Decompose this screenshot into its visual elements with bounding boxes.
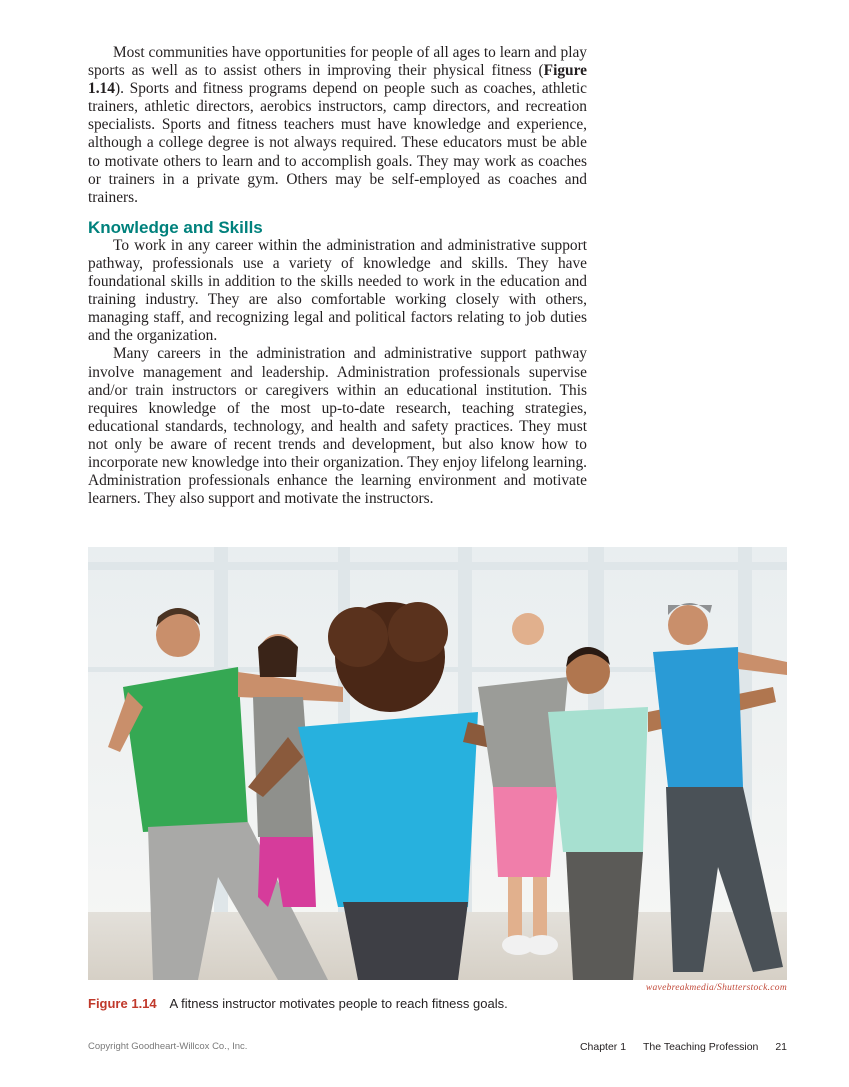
body-text [88,44,587,508]
paragraph-text: Most communities have opportunities for people of all ages to learn and play sports as well as to assist others in improving their physical fitness ( [88,44,587,80]
paragraph-careers: Many careers in the administration and administrative support pathway involve management and leadership. Administration professionals supervise and/or train instructors or caregivers within an educational institution. This requires knowledge of the most up-to-date research, teaching strategies, educational standards, technology, and health and safety practices. They must not only be aware of recent trends and development, but also know how to incorporate new knowledge into their organization. They enjoy lifelong learning. Administration professionals enhance the learning environment and motivate learners. They also support and motivate the instructors. [88,345,587,508]
fitness-class-photo [88,547,787,980]
figure-label: Figure 1.14 [88,996,157,1011]
figure-caption [88,996,788,1011]
paragraph-text: ). Sports and fitness programs depend on people such as coaches, athletic trainers, athletic directors, aerobics instructors, camp directors, and recreation specialists. Sports and fitness teachers must have knowledge and experience, although a college degree is not always required. These educators must be able to motivate others to learn and to accomplish goals. They may work as coaches or trainers in a private gym. Others may be self-employed as coaches and trainers. [88,80,587,206]
section-heading: Knowledge and Skills [88,217,263,237]
paragraph-sports-fitness [88,44,587,207]
running-footer [566,1041,787,1053]
paragraph-knowledge: To work in any career within the administration and administrative support pathway, professionals use a variety of knowledge and skills. They have foundational skills in addition to the skills needed to work in the education and training industry. They are also comfortable working closely with others, managing staff, and recognizing legal and political factors relating to job duties and the organization. [88,236,587,345]
copyright-notice: Copyright Goodheart-Willcox Co., Inc. [88,1041,248,1052]
chapter-number: Chapter 1 [579,1041,627,1053]
photo-credit: wavebreakmedia/Shutterstock.com [645,983,787,993]
figure-reference: Figure 1.14 [88,62,587,98]
chapter-title: The Teaching Profession [643,1041,759,1053]
caption-text: A fitness instructor motivates people to reach fitness goals. [169,996,508,1011]
page-number: 21 [775,1041,787,1053]
